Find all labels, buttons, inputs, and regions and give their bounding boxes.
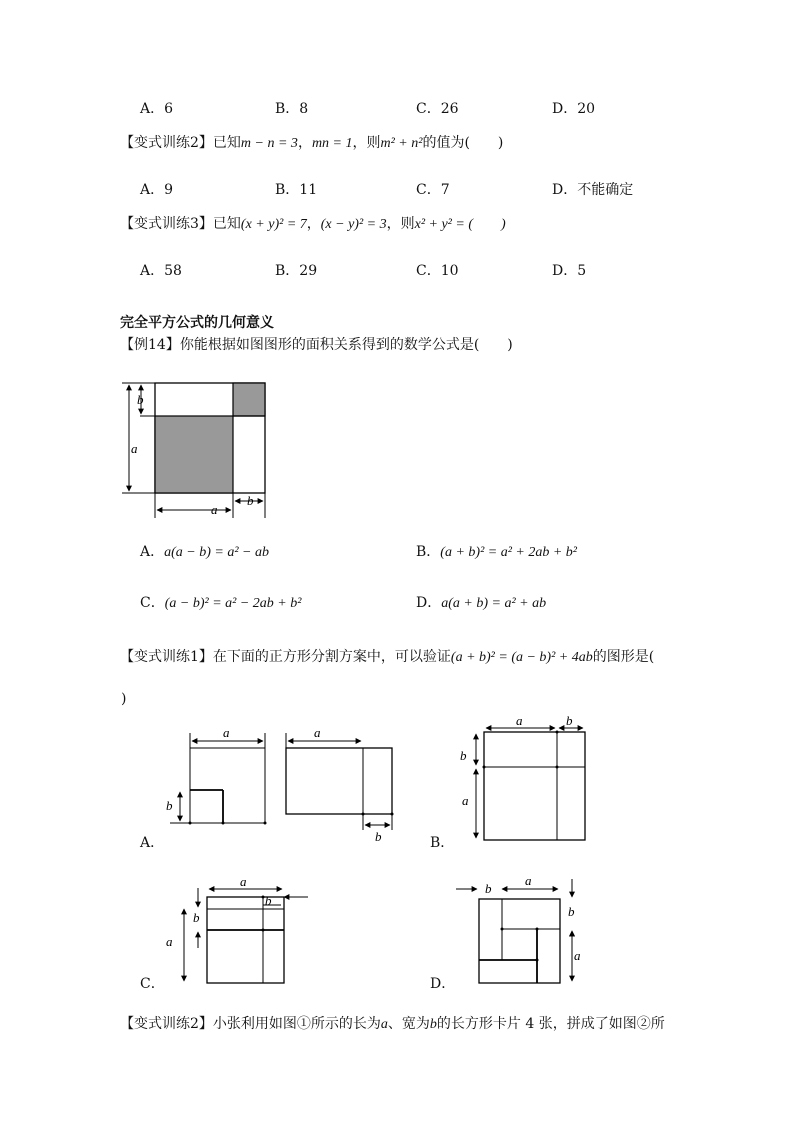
v1-suffix: 的图形是( <box>592 649 655 665</box>
ex14-option-a-letter: A． <box>140 544 165 560</box>
ex14-stem: 【例14】你能根据如图图形的面积关系得到的数学公式是( ) <box>120 337 513 353</box>
v2-stem <box>120 1013 665 1033</box>
q3-comma: ， <box>306 216 321 232</box>
q3-cond1: (x + y)² = 7 <box>240 217 307 232</box>
q1-option-b: B．8 <box>275 101 309 117</box>
v1-label-c: C． <box>140 976 165 992</box>
ex14-option-a-formula: a(a − b) = a² − ab <box>164 545 269 560</box>
ex14-option-c-formula: (a − b)² = a² − 2ab + b² <box>164 596 302 611</box>
v1-stem <box>120 646 654 666</box>
v1-close-paren: ) <box>121 691 127 707</box>
q3-option-a: A．58 <box>140 263 182 279</box>
v1-fig-b-label-a-top: a <box>516 713 523 728</box>
v1-prefix: 【变式训练1】在下面的正方形分割方案中，可以验证 <box>120 649 451 665</box>
q2-option-d: D．不能确定 <box>552 182 634 198</box>
v1-fig-a-label-b: b <box>166 798 173 813</box>
q2-suffix: 的值为( ) <box>422 135 504 151</box>
v1-formula: (a + b)² = (a − b)² + 4ab <box>450 650 593 665</box>
q3-option-c: C．10 <box>416 263 459 279</box>
v2-prefix: 【变式训练2】小张利用如图①所示的长为 <box>120 1016 381 1032</box>
v2-var-a: a <box>380 1017 388 1032</box>
v1-fig-d-label-b-right: b <box>568 904 575 919</box>
v1-figure-b <box>450 715 600 845</box>
ex14-option-d-formula: a(a + b) = a² + ab <box>441 596 547 611</box>
q3-cond2: (x − y)² = 3 <box>320 217 387 232</box>
q3-label: 【变式训练3】已知 <box>120 216 241 232</box>
v2-mid: 、宽为 <box>387 1016 430 1032</box>
q2-option-b: B．11 <box>275 182 318 198</box>
v1-figure-d <box>452 872 592 992</box>
ex14-fig-b-bottom-label: b <box>247 493 254 508</box>
v1-fig-c-label-a-top: a <box>240 874 247 889</box>
v1-fig-d-label-a-top: a <box>525 873 532 888</box>
ex14-fig-b-left-label: b <box>137 392 144 407</box>
section-title: 完全平方公式的几何意义 <box>120 315 274 331</box>
v1-fig-a-label-b2: b <box>375 829 382 844</box>
q2-then: ，则 <box>352 135 381 151</box>
v1-label-b: B． <box>430 835 455 851</box>
v1-fig-b-label-b-left: b <box>460 748 467 763</box>
q2-expr: m² + n² <box>380 136 423 151</box>
q3-option-b: B．29 <box>275 263 318 279</box>
v2-suffix: 的长方形卡片 4 张，拼成了如图②所 <box>436 1016 665 1032</box>
ex14-option-c <box>140 592 301 612</box>
q2-comma: ， <box>297 135 312 151</box>
ex14-option-d <box>416 592 546 612</box>
ex14-option-c-letter: C． <box>140 595 165 611</box>
q2-option-a: A．9 <box>140 182 174 198</box>
v1-figure-c <box>166 872 320 992</box>
ex14-option-a <box>140 541 269 561</box>
v1-fig-a-label-a: a <box>223 725 230 740</box>
ex14-option-d-letter: D． <box>416 595 442 611</box>
v1-label-d: D． <box>430 976 456 992</box>
v2-var-b: b <box>429 1017 437 1032</box>
v1-fig-b-label-a-left: a <box>462 793 469 808</box>
ex14-option-b <box>416 541 577 561</box>
ex14-option-b-formula: (a + b)² = a² + 2ab + b² <box>440 545 578 560</box>
q3-stem <box>120 213 506 233</box>
q2-cond1: m − n = 3 <box>240 136 298 151</box>
ex14-figure <box>115 375 285 525</box>
ex14-fig-a-left-label: a <box>131 441 138 456</box>
q2-label: 【变式训练2】已知 <box>120 135 241 151</box>
v1-fig-d-label-b-top: b <box>485 881 492 896</box>
v1-fig-c-label-a-left: a <box>166 934 173 949</box>
v1-fig-c-label-b-left: b <box>193 910 200 925</box>
ex14-option-b-letter: B． <box>416 544 441 560</box>
q1-option-c: C．26 <box>416 101 459 117</box>
q2-cond2: mn = 1 <box>311 136 353 151</box>
q3-expr: x² + y² = ( ) <box>414 217 506 232</box>
q3-then: ，则 <box>386 216 415 232</box>
v1-fig-c-label-b-top: b <box>265 893 272 908</box>
v1-fig-b-label-b-top: b <box>566 713 573 728</box>
q1-option-a: A．6 <box>140 101 174 117</box>
q2-option-c: C．7 <box>416 182 450 198</box>
v1-fig-d-label-a-right: a <box>574 948 581 963</box>
v1-figure-a <box>160 720 400 850</box>
v1-fig-a-label-a2: a <box>314 725 321 740</box>
q3-option-d: D．5 <box>552 263 587 279</box>
q2-stem <box>120 132 503 152</box>
ex14-fig-a-bottom-label: a <box>211 502 218 517</box>
q1-option-d: D．20 <box>552 101 596 117</box>
v1-label-a: A． <box>140 835 165 851</box>
